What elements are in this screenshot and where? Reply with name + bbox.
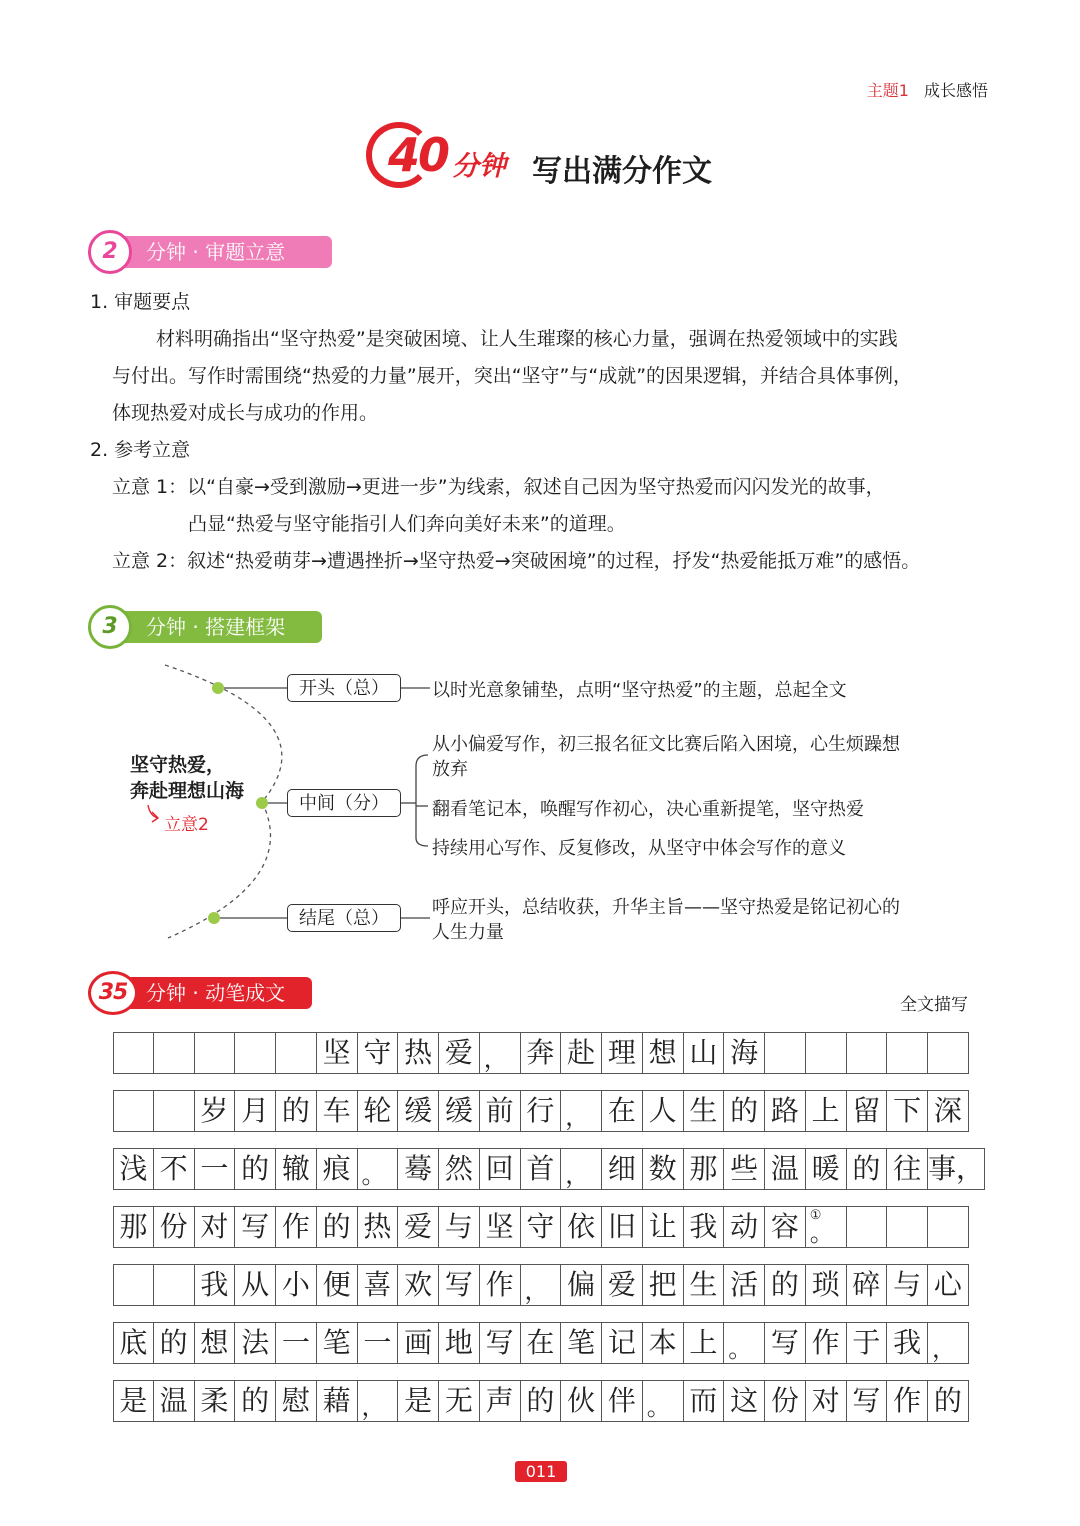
grid-cell: 写 bbox=[765, 1322, 806, 1364]
grid-cell: ， bbox=[480, 1032, 521, 1074]
idea-1-line: 立意 1：以“自豪→受到激励→更进一步”为线索，叙述自己因为坚守热爱而闪闪发光的故事， bbox=[112, 476, 885, 498]
grid-cell: 画 bbox=[398, 1322, 439, 1364]
grid-cell: 是 bbox=[398, 1380, 439, 1422]
grid-cell: 的 bbox=[847, 1148, 888, 1190]
grid-cell: 暖 bbox=[806, 1148, 847, 1190]
grid-cell: 那 bbox=[684, 1148, 725, 1190]
grid-cell: 热 bbox=[398, 1032, 439, 1074]
grid-cell: 一 bbox=[195, 1148, 236, 1190]
grid-cell: 生 bbox=[684, 1090, 725, 1132]
grid-cell: 碎 bbox=[847, 1264, 888, 1306]
grid-cell: 依 bbox=[561, 1206, 602, 1248]
grid-cell: 这 bbox=[724, 1380, 765, 1422]
grid-cell: 爱 bbox=[439, 1032, 480, 1074]
grid-cell: 。 bbox=[643, 1380, 684, 1422]
grid-cell bbox=[154, 1032, 195, 1074]
grid-cell bbox=[113, 1090, 154, 1132]
grid-cell: 蓦 bbox=[398, 1148, 439, 1190]
grid-cell: 的 bbox=[235, 1380, 276, 1422]
grid-cell: ① 。 bbox=[806, 1206, 847, 1248]
grid-cell: 海 bbox=[724, 1032, 765, 1074]
grid-cell: 行 bbox=[521, 1090, 562, 1132]
ending-text-cont: 人生力量 bbox=[432, 922, 504, 943]
grid-cell: 声 bbox=[480, 1380, 521, 1422]
grid-cell: 笔 bbox=[317, 1322, 358, 1364]
grid-cell: 伴 bbox=[602, 1380, 643, 1422]
grid-cell: ， bbox=[521, 1264, 562, 1306]
grid-cell bbox=[276, 1032, 317, 1074]
grid-cell: 生 bbox=[684, 1264, 725, 1306]
grid-cell bbox=[928, 1206, 969, 1248]
grid-cell: 浅 bbox=[113, 1148, 154, 1190]
grid-cell: 我 bbox=[195, 1264, 236, 1306]
section-number: 3 bbox=[88, 605, 132, 649]
grid-cell: 我 bbox=[684, 1206, 725, 1248]
grid-cell: 对 bbox=[195, 1206, 236, 1248]
grid-cell: 写 bbox=[235, 1206, 276, 1248]
grid-cell: 辙 bbox=[276, 1148, 317, 1190]
grid-cell bbox=[765, 1032, 806, 1074]
essay-row bbox=[113, 1148, 985, 1190]
grid-cell: 让 bbox=[643, 1206, 684, 1248]
node-dot bbox=[212, 682, 224, 694]
grid-cell: 与 bbox=[887, 1264, 928, 1306]
grid-cell: 缓 bbox=[439, 1090, 480, 1132]
grid-cell: 事， bbox=[928, 1148, 985, 1190]
grid-cell bbox=[847, 1032, 888, 1074]
middle-branch-1: 从小偏爱写作，初三报名征文比赛后陷入困境，心生烦躁想 bbox=[432, 734, 900, 755]
grid-cell: 温 bbox=[765, 1148, 806, 1190]
grid-cell: 爱 bbox=[602, 1264, 643, 1306]
grid-cell: 从 bbox=[235, 1264, 276, 1306]
grid-cell: 写 bbox=[480, 1322, 521, 1364]
grid-cell: 上 bbox=[684, 1322, 725, 1364]
subheading-review-points: 1. 审题要点 bbox=[90, 291, 191, 313]
grid-cell: 我 bbox=[887, 1322, 928, 1364]
mindmap-center-line1: 坚守热爱， bbox=[130, 754, 226, 776]
subheading-reference: 2. 参考立意 bbox=[90, 439, 191, 461]
grid-cell: 想 bbox=[195, 1322, 236, 1364]
idea-2-line: 立意 2：叙述“热爱萌芽→遭遇挫折→坚守热爱→突破困境”的过程，抒发“热爱能抵万难”的感悟。 bbox=[112, 550, 921, 572]
title-text: 写出满分作文 bbox=[532, 154, 712, 189]
grid-cell: 坚 bbox=[480, 1206, 521, 1248]
grid-cell: ， bbox=[928, 1322, 969, 1364]
grid-cell: 不 bbox=[154, 1148, 195, 1190]
grid-cell: 作 bbox=[276, 1206, 317, 1248]
grid-cell: 往 bbox=[887, 1148, 928, 1190]
grid-cell: 底 bbox=[113, 1322, 154, 1364]
grid-cell: 守 bbox=[521, 1206, 562, 1248]
grid-cell: 一 bbox=[276, 1322, 317, 1364]
grid-cell: 赴 bbox=[561, 1032, 602, 1074]
grid-cell: 的 bbox=[235, 1148, 276, 1190]
grid-cell: 深 bbox=[928, 1090, 969, 1132]
grid-cell bbox=[195, 1032, 236, 1074]
ending-text: 呼应开头，总结收获，升华主旨——坚守热爱是铭记初心的 bbox=[432, 897, 900, 918]
grid-cell: 。 bbox=[724, 1322, 765, 1364]
grid-cell bbox=[154, 1090, 195, 1132]
grid-cell: 无 bbox=[439, 1380, 480, 1422]
grid-cell: 的 bbox=[724, 1090, 765, 1132]
grid-cell: 笔 bbox=[561, 1322, 602, 1364]
mindmap-node-opening: 开头（总） bbox=[287, 674, 401, 702]
mindmap-node-middle: 中间（分） bbox=[287, 789, 401, 817]
grid-cell: 是 bbox=[113, 1380, 154, 1422]
grid-cell bbox=[887, 1206, 928, 1248]
grid-cell: ， bbox=[358, 1380, 399, 1422]
grid-cell: 写 bbox=[439, 1264, 480, 1306]
essay-row bbox=[113, 1322, 969, 1364]
node-dot bbox=[256, 797, 268, 809]
grid-cell: 回 bbox=[480, 1148, 521, 1190]
essay-row bbox=[113, 1032, 969, 1074]
section-label: 分钟 · 动笔成文 bbox=[118, 977, 312, 1009]
grid-cell: 心 bbox=[928, 1264, 969, 1306]
grid-cell: 下 bbox=[887, 1090, 928, 1132]
grid-cell: 轮 bbox=[358, 1090, 399, 1132]
grid-cell bbox=[887, 1032, 928, 1074]
paragraph-line: 体现热爱对成长与成功的作用。 bbox=[112, 402, 379, 424]
grid-cell: 的 bbox=[521, 1380, 562, 1422]
section-number: 2 bbox=[88, 230, 132, 274]
grid-cell bbox=[847, 1206, 888, 1248]
grid-cell bbox=[154, 1264, 195, 1306]
grid-cell: 的 bbox=[928, 1380, 969, 1422]
mindmap-center-line2: 奔赴理想山海 bbox=[130, 780, 245, 802]
grid-cell: 首 bbox=[521, 1148, 562, 1190]
paragraph-line: 与付出。写作时需围绕“热爱的力量”展开，突出“坚守”与“成就”的因果逻辑，并结合具体事例， bbox=[112, 365, 913, 387]
grid-cell: 把 bbox=[643, 1264, 684, 1306]
grid-cell: 缓 bbox=[398, 1090, 439, 1132]
grid-cell: 偏 bbox=[561, 1264, 602, 1306]
grid-cell bbox=[113, 1264, 154, 1306]
grid-cell: 便 bbox=[317, 1264, 358, 1306]
essay-row bbox=[113, 1206, 969, 1248]
grid-cell: 动 bbox=[724, 1206, 765, 1248]
grid-cell: 些 bbox=[724, 1148, 765, 1190]
grid-cell: 作 bbox=[806, 1322, 847, 1364]
grid-cell: 上 bbox=[806, 1090, 847, 1132]
grid-cell: 的 bbox=[276, 1090, 317, 1132]
grid-cell: 一 bbox=[358, 1322, 399, 1364]
mindmap-node-ending: 结尾（总） bbox=[287, 904, 401, 932]
middle-branch-2: 翻看笔记本，唤醒写作初心，决心重新提笔，坚守热爱 bbox=[432, 799, 864, 820]
grid-cell: 人 bbox=[643, 1090, 684, 1132]
grid-cell bbox=[235, 1032, 276, 1074]
grid-cell bbox=[928, 1032, 969, 1074]
grid-cell: 路 bbox=[765, 1090, 806, 1132]
grid-cell: 喜 bbox=[358, 1264, 399, 1306]
grid-cell: 想 bbox=[643, 1032, 684, 1074]
middle-branch-3: 持续用心写作、反复修改，从坚守中体会写作的意义 bbox=[432, 838, 846, 859]
grid-cell: 记 bbox=[602, 1322, 643, 1364]
grid-cell: 数 bbox=[643, 1148, 684, 1190]
grid-cell: 在 bbox=[602, 1090, 643, 1132]
middle-branch-1-cont: 放弃 bbox=[432, 759, 468, 780]
paragraph-line: 材料明确指出“坚守热爱”是突破困境、让人生璀璨的核心力量，强调在热爱领域中的实践 bbox=[156, 328, 898, 350]
grid-cell: 前 bbox=[480, 1090, 521, 1132]
grid-cell: 理 bbox=[602, 1032, 643, 1074]
grid-cell: 的 bbox=[154, 1322, 195, 1364]
grid-cell: 作 bbox=[480, 1264, 521, 1306]
grid-cell: 伙 bbox=[561, 1380, 602, 1422]
grid-cell: 小 bbox=[276, 1264, 317, 1306]
grid-cell: 份 bbox=[765, 1380, 806, 1422]
idea-1-line-2: 凸显“热爱与坚守能指引人们奔向美好未来”的道理。 bbox=[188, 513, 626, 535]
grid-cell: 法 bbox=[235, 1322, 276, 1364]
grid-cell: 柔 bbox=[195, 1380, 236, 1422]
grid-cell: 份 bbox=[154, 1206, 195, 1248]
grid-cell: 山 bbox=[684, 1032, 725, 1074]
grid-cell bbox=[806, 1032, 847, 1074]
annotation-note: 全文描写 bbox=[900, 995, 968, 1015]
grid-cell: 琐 bbox=[806, 1264, 847, 1306]
grid-cell: 然 bbox=[439, 1148, 480, 1190]
grid-cell: 车 bbox=[317, 1090, 358, 1132]
grid-cell: 。 bbox=[358, 1148, 399, 1190]
essay-row bbox=[113, 1264, 969, 1306]
grid-cell: 岁 bbox=[195, 1090, 236, 1132]
grid-cell: 与 bbox=[439, 1206, 480, 1248]
grid-cell: 写 bbox=[847, 1380, 888, 1422]
section-label: 分钟 · 搭建框架 bbox=[118, 611, 322, 643]
grid-cell: 奔 bbox=[521, 1032, 562, 1074]
grid-cell: 的 bbox=[317, 1206, 358, 1248]
grid-cell: ， bbox=[561, 1148, 602, 1190]
section-number: 35 bbox=[88, 971, 138, 1015]
grid-cell: 月 bbox=[235, 1090, 276, 1132]
essay-row bbox=[113, 1380, 969, 1422]
grid-cell: 痕 bbox=[317, 1148, 358, 1190]
title-minutes-number: 40 bbox=[388, 128, 449, 182]
grid-cell: 作 bbox=[887, 1380, 928, 1422]
grid-cell: 温 bbox=[154, 1380, 195, 1422]
grid-cell: 慰 bbox=[276, 1380, 317, 1422]
grid-cell: 坚 bbox=[317, 1032, 358, 1074]
grid-cell: ， bbox=[561, 1090, 602, 1132]
essay-row bbox=[113, 1090, 969, 1132]
grid-cell: 那 bbox=[113, 1206, 154, 1248]
title-minutes-unit: 分钟 bbox=[452, 151, 506, 182]
grid-cell: 而 bbox=[684, 1380, 725, 1422]
grid-cell: 守 bbox=[358, 1032, 399, 1074]
page-number: 011 bbox=[515, 1461, 567, 1482]
grid-cell: 对 bbox=[806, 1380, 847, 1422]
topic-number: 主题1 bbox=[866, 81, 909, 100]
grid-cell: 容 bbox=[765, 1206, 806, 1248]
grid-cell: 细 bbox=[602, 1148, 643, 1190]
grid-cell: 藉 bbox=[317, 1380, 358, 1422]
opening-text: 以时光意象铺垫，点明“坚守热爱”的主题，总起全文 bbox=[432, 680, 847, 701]
grid-cell: 活 bbox=[724, 1264, 765, 1306]
section-label: 分钟 · 审题立意 bbox=[118, 236, 332, 268]
grid-cell: 本 bbox=[643, 1322, 684, 1364]
topic-name: 成长感悟 bbox=[923, 81, 988, 100]
grid-cell: 在 bbox=[521, 1322, 562, 1364]
grid-cell: 于 bbox=[847, 1322, 888, 1364]
mindmap-idea-tag: 立意2 bbox=[164, 815, 209, 835]
grid-cell: 地 bbox=[439, 1322, 480, 1364]
grid-cell: 的 bbox=[765, 1264, 806, 1306]
grid-cell: 旧 bbox=[602, 1206, 643, 1248]
grid-cell: 欢 bbox=[398, 1264, 439, 1306]
grid-cell: 热 bbox=[358, 1206, 399, 1248]
node-dot bbox=[208, 912, 220, 924]
grid-cell bbox=[113, 1032, 154, 1074]
grid-cell: 留 bbox=[847, 1090, 888, 1132]
grid-cell: 爱 bbox=[398, 1206, 439, 1248]
